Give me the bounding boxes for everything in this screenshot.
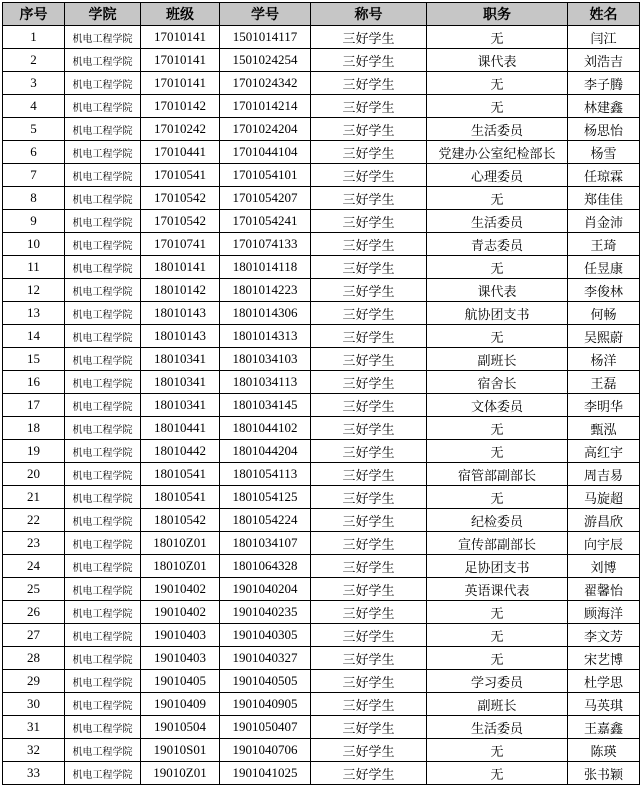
cell-index: 28 (3, 647, 65, 670)
cell-honor: 三好学生 (311, 739, 427, 762)
cell-position: 党建办公室纪检部长 (427, 141, 568, 164)
cell-student-id: 1801044102 (220, 417, 311, 440)
cell-name: 陈瑛 (568, 739, 640, 762)
cell-class: 18010341 (141, 371, 220, 394)
cell-index: 21 (3, 486, 65, 509)
cell-class: 17010141 (141, 26, 220, 49)
cell-name: 杨思怡 (568, 118, 640, 141)
cell-honor: 三好学生 (311, 463, 427, 486)
cell-position: 无 (427, 647, 568, 670)
cell-college: 机电工程学院 (65, 739, 141, 762)
cell-student-id: 1701054207 (220, 187, 311, 210)
cell-student-id: 1901040706 (220, 739, 311, 762)
cell-name: 任昱康 (568, 256, 640, 279)
cell-name: 吴熙蔚 (568, 325, 640, 348)
table-row (3, 394, 640, 417)
cell-student-id: 1901040305 (220, 624, 311, 647)
cell-student-id: 1901040905 (220, 693, 311, 716)
cell-position: 无 (427, 187, 568, 210)
cell-honor: 三好学生 (311, 578, 427, 601)
cell-student-id: 1801014313 (220, 325, 311, 348)
cell-position: 无 (427, 486, 568, 509)
cell-honor: 三好学生 (311, 26, 427, 49)
cell-name: 杜学思 (568, 670, 640, 693)
table-body (3, 26, 640, 785)
cell-class: 18010141 (141, 256, 220, 279)
cell-index: 22 (3, 509, 65, 532)
cell-index: 24 (3, 555, 65, 578)
cell-index: 33 (3, 762, 65, 785)
cell-name: 游昌欣 (568, 509, 640, 532)
cell-honor: 三好学生 (311, 670, 427, 693)
cell-college: 机电工程学院 (65, 325, 141, 348)
cell-name: 杨雪 (568, 141, 640, 164)
cell-class: 17010141 (141, 72, 220, 95)
cell-position: 无 (427, 762, 568, 785)
cell-class: 17010141 (141, 49, 220, 72)
cell-college: 机电工程学院 (65, 440, 141, 463)
cell-class: 19010Z01 (141, 762, 220, 785)
cell-class: 17010142 (141, 95, 220, 118)
cell-name: 李文芳 (568, 624, 640, 647)
table-row (3, 762, 640, 785)
cell-class: 18010143 (141, 325, 220, 348)
cell-college: 机电工程学院 (65, 624, 141, 647)
cell-name: 甄泓 (568, 417, 640, 440)
cell-index: 4 (3, 95, 65, 118)
cell-honor: 三好学生 (311, 279, 427, 302)
cell-college: 机电工程学院 (65, 716, 141, 739)
cell-college: 机电工程学院 (65, 72, 141, 95)
cell-position: 航协团支书 (427, 302, 568, 325)
cell-index: 25 (3, 578, 65, 601)
cell-student-id: 1701044104 (220, 141, 311, 164)
cell-college: 机电工程学院 (65, 348, 141, 371)
cell-college: 机电工程学院 (65, 647, 141, 670)
cell-name: 李俊林 (568, 279, 640, 302)
cell-student-id: 1801034107 (220, 532, 311, 555)
cell-class: 19010403 (141, 624, 220, 647)
cell-index: 29 (3, 670, 65, 693)
cell-name: 李子腾 (568, 72, 640, 95)
cell-class: 18010542 (141, 509, 220, 532)
cell-honor: 三好学生 (311, 325, 427, 348)
cell-college: 机电工程学院 (65, 578, 141, 601)
table-row (3, 555, 640, 578)
cell-college: 机电工程学院 (65, 210, 141, 233)
cell-honor: 三好学生 (311, 601, 427, 624)
cell-class: 17010541 (141, 164, 220, 187)
cell-student-id: 1901041025 (220, 762, 311, 785)
cell-name: 何畅 (568, 302, 640, 325)
cell-position: 心理委员 (427, 164, 568, 187)
cell-college: 机电工程学院 (65, 762, 141, 785)
cell-position: 生活委员 (427, 118, 568, 141)
cell-college: 机电工程学院 (65, 417, 141, 440)
cell-honor: 三好学生 (311, 624, 427, 647)
cell-honor: 三好学生 (311, 762, 427, 785)
table-row (3, 187, 640, 210)
cell-student-id: 1801044204 (220, 440, 311, 463)
cell-name: 杨洋 (568, 348, 640, 371)
cell-position: 宿管部副部长 (427, 463, 568, 486)
cell-class: 18010Z01 (141, 555, 220, 578)
cell-position: 无 (427, 26, 568, 49)
cell-index: 13 (3, 302, 65, 325)
cell-position: 无 (427, 256, 568, 279)
header-honor: 称号 (311, 3, 427, 26)
cell-name: 向宇辰 (568, 532, 640, 555)
header-index: 序号 (3, 3, 65, 26)
header-college: 学院 (65, 3, 141, 26)
cell-honor: 三好学生 (311, 716, 427, 739)
table-row (3, 371, 640, 394)
cell-student-id: 1701074133 (220, 233, 311, 256)
cell-college: 机电工程学院 (65, 256, 141, 279)
table-row (3, 26, 640, 49)
cell-student-id: 1701014214 (220, 95, 311, 118)
cell-position: 无 (427, 72, 568, 95)
cell-student-id: 1801014118 (220, 256, 311, 279)
cell-name: 张书颖 (568, 762, 640, 785)
cell-honor: 三好学生 (311, 348, 427, 371)
table-row (3, 693, 640, 716)
cell-index: 6 (3, 141, 65, 164)
cell-class: 18010341 (141, 348, 220, 371)
cell-position: 英语课代表 (427, 578, 568, 601)
cell-index: 17 (3, 394, 65, 417)
cell-index: 20 (3, 463, 65, 486)
cell-honor: 三好学生 (311, 693, 427, 716)
cell-position: 课代表 (427, 279, 568, 302)
cell-index: 19 (3, 440, 65, 463)
table-row (3, 164, 640, 187)
table-row (3, 463, 640, 486)
table-row (3, 647, 640, 670)
cell-position: 学习委员 (427, 670, 568, 693)
cell-college: 机电工程学院 (65, 509, 141, 532)
cell-college: 机电工程学院 (65, 233, 141, 256)
cell-class: 19010504 (141, 716, 220, 739)
table-row (3, 118, 640, 141)
cell-index: 11 (3, 256, 65, 279)
cell-college: 机电工程学院 (65, 486, 141, 509)
cell-index: 23 (3, 532, 65, 555)
table-row (3, 49, 640, 72)
cell-position: 青志委员 (427, 233, 568, 256)
cell-position: 副班长 (427, 693, 568, 716)
cell-student-id: 1801034145 (220, 394, 311, 417)
cell-college: 机电工程学院 (65, 394, 141, 417)
cell-index: 7 (3, 164, 65, 187)
cell-honor: 三好学生 (311, 532, 427, 555)
cell-honor: 三好学生 (311, 95, 427, 118)
cell-position: 无 (427, 417, 568, 440)
table-row (3, 256, 640, 279)
cell-student-id: 1801054113 (220, 463, 311, 486)
cell-class: 18010541 (141, 486, 220, 509)
cell-honor: 三好学生 (311, 256, 427, 279)
cell-index: 30 (3, 693, 65, 716)
header-row (3, 3, 640, 26)
cell-position: 无 (427, 739, 568, 762)
cell-position: 副班长 (427, 348, 568, 371)
cell-honor: 三好学生 (311, 302, 427, 325)
cell-college: 机电工程学院 (65, 532, 141, 555)
table-row (3, 716, 640, 739)
cell-honor: 三好学生 (311, 233, 427, 256)
cell-honor: 三好学生 (311, 187, 427, 210)
cell-name: 王琦 (568, 233, 640, 256)
table-row (3, 578, 640, 601)
table-row (3, 325, 640, 348)
cell-student-id: 1801014306 (220, 302, 311, 325)
cell-college: 机电工程学院 (65, 463, 141, 486)
cell-index: 14 (3, 325, 65, 348)
table-row (3, 210, 640, 233)
cell-class: 17010741 (141, 233, 220, 256)
cell-name: 刘浩吉 (568, 49, 640, 72)
table-row (3, 348, 640, 371)
cell-index: 8 (3, 187, 65, 210)
table-row (3, 440, 640, 463)
cell-class: 17010542 (141, 187, 220, 210)
cell-class: 19010402 (141, 578, 220, 601)
cell-class: 18010541 (141, 463, 220, 486)
cell-student-id: 1901040505 (220, 670, 311, 693)
cell-name: 林建鑫 (568, 95, 640, 118)
cell-honor: 三好学生 (311, 647, 427, 670)
cell-student-id: 1901040327 (220, 647, 311, 670)
cell-college: 机电工程学院 (65, 95, 141, 118)
cell-index: 10 (3, 233, 65, 256)
table-row (3, 95, 640, 118)
cell-college: 机电工程学院 (65, 118, 141, 141)
cell-honor: 三好学生 (311, 164, 427, 187)
cell-class: 19010403 (141, 647, 220, 670)
header-position: 职务 (427, 3, 568, 26)
cell-position: 无 (427, 95, 568, 118)
cell-class: 18010Z01 (141, 532, 220, 555)
table-row (3, 233, 640, 256)
table-row (3, 739, 640, 762)
table-row (3, 670, 640, 693)
cell-index: 18 (3, 417, 65, 440)
cell-position: 无 (427, 325, 568, 348)
cell-class: 17010542 (141, 210, 220, 233)
cell-college: 机电工程学院 (65, 371, 141, 394)
cell-position: 无 (427, 601, 568, 624)
table-row (3, 302, 640, 325)
cell-college: 机电工程学院 (65, 279, 141, 302)
cell-student-id: 1701024342 (220, 72, 311, 95)
cell-name: 刘博 (568, 555, 640, 578)
cell-class: 17010441 (141, 141, 220, 164)
cell-college: 机电工程学院 (65, 693, 141, 716)
cell-name: 王嘉鑫 (568, 716, 640, 739)
cell-class: 18010143 (141, 302, 220, 325)
cell-index: 32 (3, 739, 65, 762)
cell-class: 17010242 (141, 118, 220, 141)
cell-name: 顾海洋 (568, 601, 640, 624)
header-name: 姓名 (568, 3, 640, 26)
cell-name: 王磊 (568, 371, 640, 394)
cell-name: 李明华 (568, 394, 640, 417)
cell-honor: 三好学生 (311, 141, 427, 164)
table-row (3, 532, 640, 555)
cell-honor: 三好学生 (311, 118, 427, 141)
cell-position: 纪检委员 (427, 509, 568, 532)
cell-honor: 三好学生 (311, 49, 427, 72)
cell-class: 18010442 (141, 440, 220, 463)
cell-class: 19010409 (141, 693, 220, 716)
cell-honor: 三好学生 (311, 509, 427, 532)
cell-name: 马英琪 (568, 693, 640, 716)
cell-name: 肖金沛 (568, 210, 640, 233)
cell-name: 马旋超 (568, 486, 640, 509)
table-row (3, 486, 640, 509)
cell-student-id: 1901040235 (220, 601, 311, 624)
cell-honor: 三好学生 (311, 72, 427, 95)
cell-college: 机电工程学院 (65, 601, 141, 624)
table-row (3, 624, 640, 647)
cell-student-id: 1501014117 (220, 26, 311, 49)
cell-college: 机电工程学院 (65, 49, 141, 72)
cell-student-id: 1801034113 (220, 371, 311, 394)
cell-college: 机电工程学院 (65, 670, 141, 693)
table-row (3, 141, 640, 164)
header-student-id: 学号 (220, 3, 311, 26)
cell-honor: 三好学生 (311, 440, 427, 463)
cell-student-id: 1801064328 (220, 555, 311, 578)
cell-student-id: 1701054101 (220, 164, 311, 187)
cell-college: 机电工程学院 (65, 164, 141, 187)
cell-class: 19010402 (141, 601, 220, 624)
cell-index: 15 (3, 348, 65, 371)
cell-index: 3 (3, 72, 65, 95)
cell-class: 19010405 (141, 670, 220, 693)
honor-roll-table (2, 2, 640, 785)
cell-index: 12 (3, 279, 65, 302)
cell-index: 26 (3, 601, 65, 624)
table-row (3, 417, 640, 440)
cell-index: 9 (3, 210, 65, 233)
header-class: 班级 (141, 3, 220, 26)
cell-name: 周吉易 (568, 463, 640, 486)
cell-index: 1 (3, 26, 65, 49)
cell-student-id: 1501024254 (220, 49, 311, 72)
cell-index: 16 (3, 371, 65, 394)
cell-index: 27 (3, 624, 65, 647)
cell-student-id: 1801054224 (220, 509, 311, 532)
cell-position: 生活委员 (427, 210, 568, 233)
cell-position: 无 (427, 440, 568, 463)
cell-name: 高红宇 (568, 440, 640, 463)
cell-student-id: 1801034103 (220, 348, 311, 371)
cell-honor: 三好学生 (311, 555, 427, 578)
cell-college: 机电工程学院 (65, 141, 141, 164)
cell-class: 19010S01 (141, 739, 220, 762)
table-row (3, 279, 640, 302)
cell-position: 课代表 (427, 49, 568, 72)
cell-class: 18010441 (141, 417, 220, 440)
cell-name: 郑佳佳 (568, 187, 640, 210)
cell-position: 宣传部副部长 (427, 532, 568, 555)
cell-index: 31 (3, 716, 65, 739)
cell-honor: 三好学生 (311, 417, 427, 440)
cell-honor: 三好学生 (311, 486, 427, 509)
table-row (3, 601, 640, 624)
cell-student-id: 1901050407 (220, 716, 311, 739)
cell-name: 宋艺博 (568, 647, 640, 670)
cell-college: 机电工程学院 (65, 302, 141, 325)
cell-index: 2 (3, 49, 65, 72)
cell-position: 生活委员 (427, 716, 568, 739)
cell-index: 5 (3, 118, 65, 141)
cell-position: 宿舍长 (427, 371, 568, 394)
cell-class: 18010142 (141, 279, 220, 302)
cell-college: 机电工程学院 (65, 187, 141, 210)
cell-name: 任琼霖 (568, 164, 640, 187)
cell-college: 机电工程学院 (65, 26, 141, 49)
cell-position: 无 (427, 624, 568, 647)
cell-honor: 三好学生 (311, 371, 427, 394)
cell-honor: 三好学生 (311, 394, 427, 417)
cell-name: 闫江 (568, 26, 640, 49)
cell-student-id: 1801014223 (220, 279, 311, 302)
cell-college: 机电工程学院 (65, 555, 141, 578)
cell-student-id: 1901040204 (220, 578, 311, 601)
cell-name: 翟馨怡 (568, 578, 640, 601)
table-row (3, 509, 640, 532)
cell-student-id: 1801054125 (220, 486, 311, 509)
table-row (3, 72, 640, 95)
cell-class: 18010341 (141, 394, 220, 417)
cell-student-id: 1701054241 (220, 210, 311, 233)
cell-position: 文体委员 (427, 394, 568, 417)
cell-student-id: 1701024204 (220, 118, 311, 141)
cell-position: 足协团支书 (427, 555, 568, 578)
cell-honor: 三好学生 (311, 210, 427, 233)
